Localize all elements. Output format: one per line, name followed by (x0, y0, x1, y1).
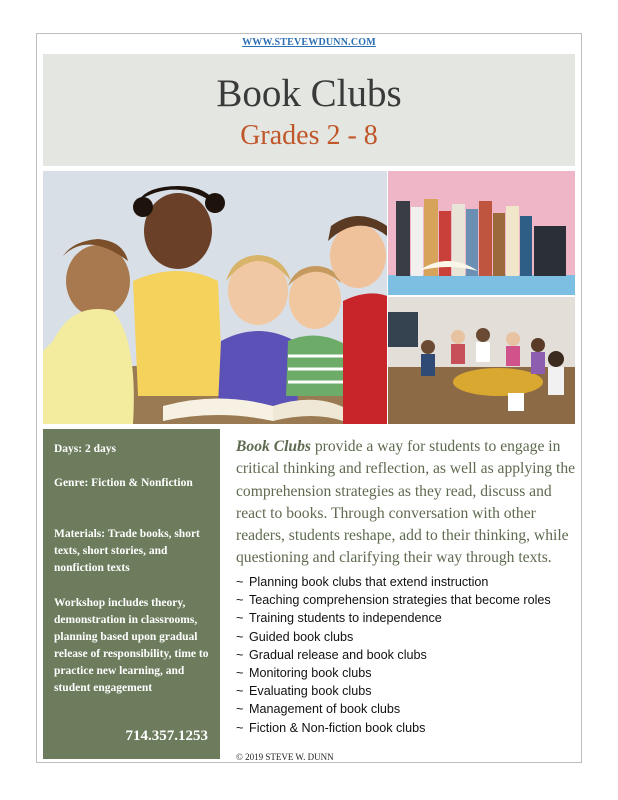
tilde-marker: ~ (236, 611, 244, 626)
children-reading-illustration (43, 171, 387, 424)
list-item-text: Guided book clubs (249, 629, 354, 644)
list-item-text: Teaching comprehension strategies that become roles (249, 593, 551, 608)
tilde-marker: ~ (236, 684, 244, 699)
list-item-text: Management of book clubs (249, 702, 401, 717)
phone-number: 714.357.1253 (125, 728, 208, 744)
intro-lead: Book Clubs (236, 438, 311, 455)
list-item (236, 591, 581, 609)
copyright-notice: © 2019 STEVE W. DUNN (236, 752, 334, 762)
classroom-photo (388, 297, 575, 424)
list-item-text: Planning book clubs that extend instruction (249, 575, 489, 589)
children-reading-photo (43, 171, 387, 424)
tilde-marker: ~ (236, 593, 244, 608)
list-item-text: Training students to independence (249, 611, 442, 626)
list-item-text: Monitoring book clubs (249, 665, 372, 680)
intro-body: provide a way for students to engage in critical thinking and reflection, as well as applying the comprehension strategies as they read, discuss and react to books. Through conversation with other readers, students reshape, add to their thinking, while questioning and clarifying their way through texts. (236, 438, 576, 567)
list-item (236, 646, 581, 664)
tilde-marker: ~ (236, 647, 244, 662)
list-item-text: Gradual release and book clubs (249, 647, 427, 662)
website-link[interactable]: WWW.STEVEWDUNN.COM (242, 37, 376, 48)
page-subtitle: Grades 2 - 8 (240, 120, 378, 151)
title-banner (43, 54, 575, 166)
page-title: Book Clubs (216, 72, 402, 115)
tilde-marker: ~ (236, 720, 244, 735)
tilde-marker: ~ (236, 665, 244, 680)
topics-list (236, 573, 581, 737)
list-item-text: Fiction & Non-fiction book clubs (249, 720, 426, 735)
materials-info: Materials: Trade books, short texts, short stories, and nonfiction texts (54, 528, 200, 574)
workshop-details-panel (43, 429, 220, 759)
days-info: Days: 2 days (54, 443, 116, 455)
list-item (236, 700, 581, 718)
list-item (236, 628, 581, 646)
list-item (236, 609, 581, 627)
tilde-marker: ~ (236, 575, 244, 589)
list-item-text: Evaluating book clubs (249, 684, 372, 699)
intro-paragraph (236, 436, 581, 570)
genre-info: Genre: Fiction & Nonfiction (54, 477, 193, 489)
list-item (236, 682, 581, 700)
tilde-marker: ~ (236, 629, 244, 644)
workshop-info: Workshop includes theory, demonstration in classrooms, planning based upon gradual release of responsibility, time to practice new learning, and student engagement (54, 597, 209, 694)
tilde-marker: ~ (236, 702, 244, 717)
classroom-illustration (388, 297, 575, 424)
bookshelf-illustration (388, 171, 575, 295)
list-item (236, 573, 581, 591)
list-item (236, 719, 581, 737)
bookshelf-photo (388, 171, 575, 295)
list-item (236, 664, 581, 682)
